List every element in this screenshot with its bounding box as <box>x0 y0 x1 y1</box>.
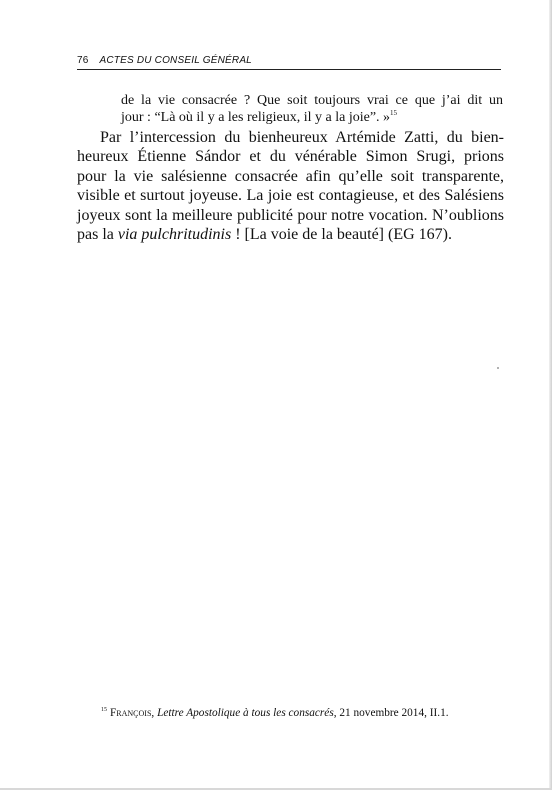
header-rule <box>77 69 501 70</box>
footnote-separator: , <box>151 707 158 719</box>
footnote-number: 15 <box>101 707 107 713</box>
paragraph-line: pour la vie salésienne consacrée afin qu’elle soit transparente, <box>77 167 504 185</box>
page-number: 76 <box>77 55 89 66</box>
paragraph-line: joyeux sont la meilleure publicité pour notre vocation. N’oublions <box>77 206 504 224</box>
body-paragraph <box>77 128 504 244</box>
paragraph-line: heureux Étienne Sándor et du vénérable Simon Srugi, prions <box>77 148 504 166</box>
paragraph-line: Par l’intercession du bienheureux Artémide Zatti, du bien- <box>100 129 504 146</box>
footnote-title: Lettre Apostolique à tous les consacrés <box>157 707 334 719</box>
paragraph-line: visible et surtout joyeuse. La joie est contagieuse, et des Salésiens <box>77 187 504 205</box>
running-header <box>77 55 501 66</box>
paragraph-line <box>77 225 504 244</box>
running-title: ACTES DU CONSEIL GÉNÉRAL <box>99 55 252 66</box>
block-quote <box>121 92 503 126</box>
scan-speck <box>497 367 499 369</box>
footnote-details: , 21 novembre 2014, II.1. <box>333 707 449 719</box>
footnote-author: François <box>110 707 152 719</box>
paragraph-text: ! [La voie de la beauté] (EG 167). <box>231 226 452 244</box>
latin-phrase: via pulchritudinis <box>117 226 232 244</box>
quote-line: de la vie consacrée ? Que soit toujours vrai ce que j’ai dit un <box>121 93 503 108</box>
quote-line-text: jour : “Là où il y a les religieux, il y a la joie”. » <box>121 110 391 125</box>
quote-line <box>121 109 503 126</box>
paragraph-text: pas la <box>77 226 118 244</box>
footnote-reference: 15 <box>390 109 398 117</box>
footnote <box>101 706 501 720</box>
